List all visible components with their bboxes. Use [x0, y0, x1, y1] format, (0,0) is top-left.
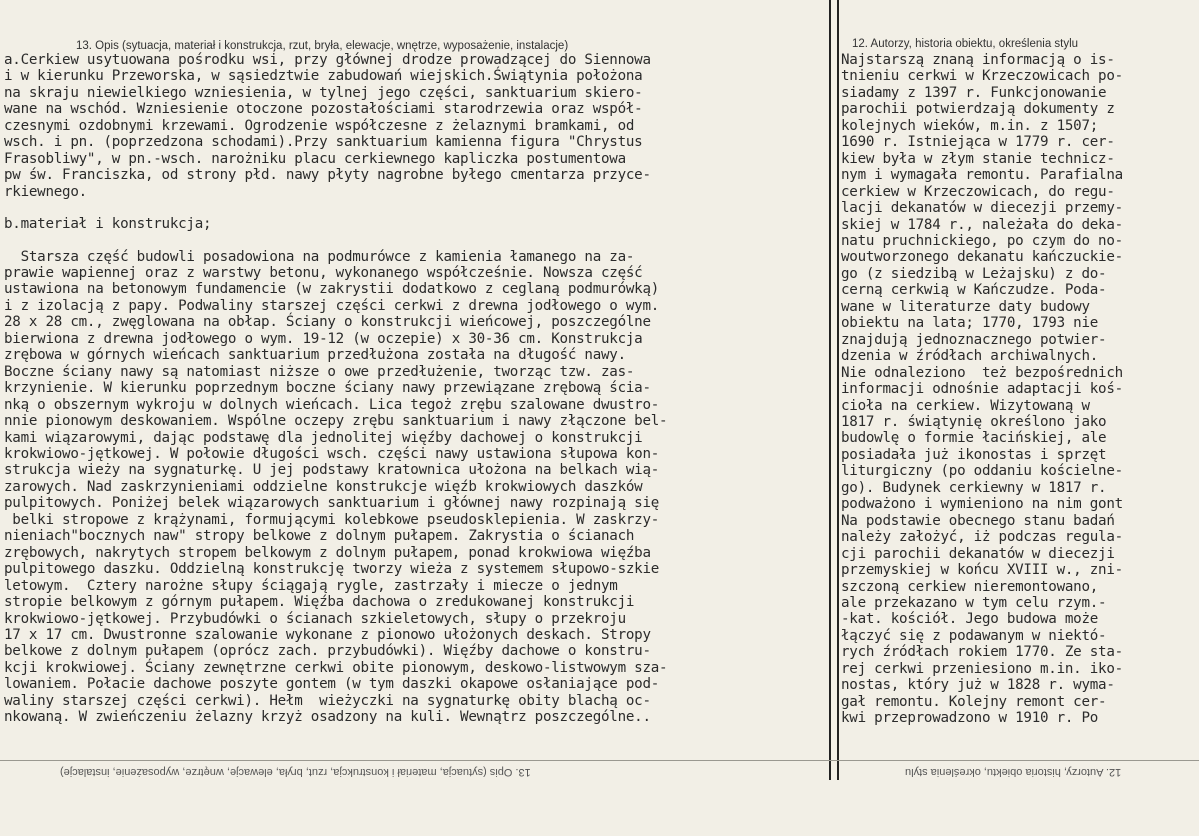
- bottom-rule: [0, 760, 1199, 761]
- text-line: Najstarszą znaną informacją o is-: [841, 52, 1115, 68]
- text-line: go). Budynek cerkiewny w 1817 r.: [841, 479, 1107, 496]
- text-line: liturgiczny (po oddaniu kościelne-: [841, 463, 1123, 480]
- text-line: wsch. i pn. (poprzedzona schodami).Przy sanktuarium kamienna figura "Chrystus: [4, 134, 643, 151]
- spacer: [4, 200, 826, 216]
- vertical-divider-left: [829, 0, 831, 780]
- vertical-divider-right: [837, 0, 839, 780]
- text-line: nkowaną. W zwieńczeniu żelazny krzyż osadzony na kuli. Wewnątrz poszczególne..: [4, 709, 651, 726]
- text-line: kcji krokwiowej. Ściany zewnętrzne cerkwi obite pionowym, deskowo-listwowym sza-: [4, 659, 668, 676]
- text-line: wane na wschód. Wzniesienie otoczone pozostałościami starodrzewia oraz współ-: [4, 101, 643, 118]
- text-line: 17 x 17 cm. Dwustronne szalowanie wykonane z pionowo ułożonych deskach. Stropy: [4, 626, 651, 643]
- text-line: nieniach"bocznych naw" stropy belkowe z dolnym pułapem. Zakrystia o ścianach: [4, 528, 635, 545]
- spacer: [4, 233, 826, 249]
- text-line: skiej w 1784 r., należała do deka-: [841, 216, 1123, 233]
- text-line: czesnymi ozdobnymi krzewami. Ogrodzenie współczesne z żelaznymi bramkami, od: [4, 117, 635, 134]
- text-line: rych źródłach rokiem 1770. Ze sta-: [841, 644, 1123, 661]
- subheading-material: b.materiał i konstrukcja;: [4, 216, 212, 233]
- text-line: ale przekazano w tym celu rzym.-: [841, 594, 1107, 611]
- text-line: krzynienie. W kierunku poprzednym boczne ściany nawy przewiązane zrębową ścia-: [4, 380, 651, 397]
- text-line: budowlę o formie łacińskiej, ale: [841, 430, 1107, 447]
- right-section-header: 12. Autorzy, historia obiektu, określenia stylu: [852, 38, 1079, 50]
- text-line: cerkiew w Krzeczowicach, do regu-: [841, 183, 1115, 200]
- text-line: siadamy z 1397 r. Funkcjonowanie: [841, 84, 1107, 101]
- text-line: krokwiowo-jętkowej. W połowie długości wsch. części nawy ustawiona słupowa kon-: [4, 445, 660, 462]
- text-line: wane w literaturze daty budowy: [841, 298, 1090, 315]
- text-line: go (z siedzibą w Leżajsku) z do-: [841, 265, 1107, 282]
- text-line: pulpitowego daszku. Oddzielną konstrukcję tworzy wieża z systemem słupowo-szkie: [4, 561, 660, 578]
- text-line: nostas, który już w 1828 r. wyma-: [841, 677, 1115, 694]
- text-line: pw św. Franciszka, od strony płd. nawy płyty nagrobne byłego cmentarza przyce-: [4, 167, 651, 184]
- text-line: Na podstawie obecnego stanu badań: [841, 512, 1115, 529]
- text-line: 1690 r. Istniejąca w 1779 r. cer-: [841, 134, 1115, 151]
- text-line: lowaniem. Połacie dachowe poszyte gontem (w tym daszki okapowe osłaniające pod-: [4, 676, 660, 693]
- text-line: natu pruchnickiego, po czym do no-: [841, 232, 1123, 249]
- text-line: strukcja wieży na sygnaturkę. U jej podstawy kratownica ułożona na belkach wią-: [4, 462, 660, 479]
- text-line: i z izolacją z papy. Podwaliny starszej części cerkwi z drewna jodłowego o wym.: [4, 297, 660, 314]
- text-line: dzenia w źródłach archiwalnych.: [841, 348, 1099, 365]
- text-line: nym i wymagała remontu. Parafialna: [841, 167, 1123, 184]
- situation-paragraph: [4, 52, 826, 200]
- text-line: rej cerkwi przeniesiono m.in. iko-: [841, 660, 1123, 677]
- text-line: pulpitowych. Poniżej belek wiązarowych sanktuarium i głównej nawy rozpinają się: [4, 495, 660, 512]
- text-line: Nie odnaleziono też bezpośrednich: [841, 364, 1123, 381]
- text-line: letowym. Cztery narożne słupy ściągają rygle, zastrzały i miecze o jednym: [4, 577, 618, 594]
- text-line: 1817 r. świątynię określono jako: [841, 413, 1107, 430]
- text-line: cioła na cerkiew. Wizytowaną w: [841, 397, 1090, 414]
- text-line: zrębowych, nakrytych stropem belkowym z dolnym pułapem, ponad krokwiowa więźba: [4, 544, 651, 561]
- text-line: cji parochii dekanatów w diecezji: [841, 545, 1115, 562]
- text-line: bierwiona z drewna jodłowego o wym. 19-12 (w oczepie) x 30-36 cm. Konstrukcja: [4, 330, 643, 347]
- text-line: Frasobliwy", w pn.-wsch. narożniku placu cerkiewnego kapliczka postumentowa: [4, 150, 626, 167]
- left-footer-mirrored: 13. Opis (sytuacja, materiał i konstrukcja, rzut, bryła, elewacje, wnętrze, wyposażenie, instalacje): [60, 766, 531, 778]
- right-history-column: [841, 52, 1197, 727]
- text-line: zrębowa w górnych wieńcach sanktuarium przedłużona została na długość nawy.: [4, 347, 626, 364]
- text-line: kwi przeprowadzono w 1910 r. Po: [841, 710, 1099, 727]
- text-line: rkiewnego.: [4, 183, 87, 200]
- text-line: zarowych. Nad zaskrzynieniami oddzielne konstrukcje więźb krokwiowych daszków: [4, 478, 643, 495]
- text-line: nnie pionowym deskowaniem. Wspólne oczepy zrębu sanktuarium i nawy złączone bel-: [4, 413, 668, 430]
- text-line: znajdują jednoznacznego potwier-: [841, 331, 1107, 348]
- text-line: 28 x 28 cm., zwęglowana na obłap. Ściany o konstrukcji wieńcowej, poszczególne: [4, 314, 651, 331]
- text-line: gał remontu. Kolejny remont cer-: [841, 693, 1107, 710]
- text-line: prawie wapiennej oraz z warstwy betonu, wykonanego współcześnie. Nowsza część: [4, 264, 643, 281]
- text-line: kolejnych wieków, m.in. z 1507;: [841, 117, 1099, 134]
- text-line: informacji odnośnie adaptacji koś-: [841, 381, 1123, 398]
- text-line: przemyskiej w końcu XVIII w., zni-: [841, 562, 1123, 579]
- right-footer-mirrored: 12. Autorzy, historia obiektu, określenia stylu: [905, 766, 1122, 778]
- construction-paragraph: [4, 249, 826, 726]
- text-line: -kat. kościół. Jego budowa może: [841, 611, 1099, 628]
- text-line: Boczne ściany nawy są natomiast niższe o owe przedłużenie, tworząc tzw. zas-: [4, 363, 635, 380]
- text-line: i w kierunku Przeworska, w sąsiedztwie zabudowań wiejskich.Świątynia położona: [4, 68, 643, 85]
- text-line: krokwiowo-jętkowej. Przybudówki o ścianach szkieletowych, słupy o przekroju: [4, 610, 626, 627]
- text-line: ustawiona na betonowym fundamencie (w zakrystii dodatkowo z ceglaną podmurówką): [4, 281, 660, 298]
- text-line: parochii potwierdzają dokumenty z: [841, 101, 1115, 118]
- text-line: kami wiązarowymi, dając podstawę dla jednolitej więźby dachowej o konstrukcji: [4, 429, 643, 446]
- text-line: należy założyć, iż podczas regula-: [841, 529, 1123, 546]
- text-line: waliny starszej części cerkwi). Hełm wieżyczki na sygnaturkę obity blachą oc-: [4, 692, 651, 709]
- text-line: lacji dekanatów w diecezji przemy-: [841, 200, 1123, 217]
- text-line: szczoną cerkiew nieremontowano,: [841, 578, 1099, 595]
- text-line: belki stropowe z krążynami, formującymi kolebkowe pseudosklepienia. W zaskrzy-: [4, 511, 660, 528]
- history-paragraph: [841, 52, 1197, 727]
- text-line: posiadała już ikonostas i sprzęt: [841, 446, 1107, 463]
- text-line: Starsza część budowli posadowiona na podmurówce z kamienia łamanego na za-: [4, 248, 635, 265]
- text-line: a.Cerkiew usytuowana pośrodku wsi, przy głównej drodze prowadzącej do Siennowa: [4, 52, 651, 68]
- text-line: belkowe z dolnym pułapem (oprócz zach. przybudówki). Więźby dachowe o konstru-: [4, 643, 651, 660]
- text-line: na skraju niewielkiego wzniesienia, w tylnej jego części, sanktuarium skiero-: [4, 84, 643, 101]
- text-line: łączyć się z podawanym w niektó-: [841, 627, 1107, 644]
- text-line: kiew była w złym stanie technicz-: [841, 150, 1115, 167]
- text-line: woutworzonego dekanatu kańczuckie-: [841, 249, 1123, 266]
- left-description-column: [4, 52, 826, 726]
- text-line: tnieniu cerkwi w Krzeczowicach po-: [841, 68, 1123, 85]
- left-section-header: 13. Opis (sytuacja, materiał i konstrukcja, rzut, bryła, elewacje, wnętrze, wyposażenie, instalacje): [76, 40, 569, 52]
- text-line: cerną cerkwią w Kańczudze. Poda-: [841, 282, 1107, 299]
- text-line: nką o obszernym wykroju w dolnych wieńcach. Lica tegoż zrębu szalowane dwustro-: [4, 396, 660, 413]
- text-line: podważono i wymieniono na nim gont: [841, 496, 1123, 513]
- text-line: stropie belkowym z górnym pułapem. Więźba dachowa o zredukowanej konstrukcji: [4, 594, 635, 611]
- text-line: obiektu na lata; 1770, 1793 nie: [841, 315, 1099, 332]
